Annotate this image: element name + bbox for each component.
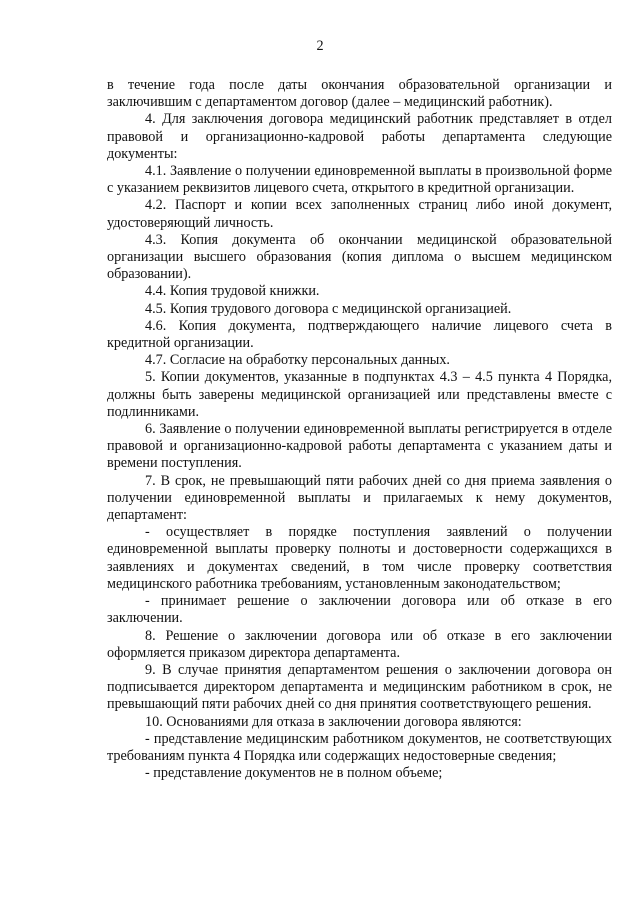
paragraph-item-5: 5. Копии документов, указанные в подпунктах 4.3 – 4.5 пункта 4 Порядка, должны быть заверены медицинской организацией или представлены вместе с подлинниками. — [107, 369, 612, 420]
paragraph-item-8: 8. Решение о заключении договора или об отказе в его заключении оформляется приказом директора департамента. — [107, 627, 612, 661]
paragraph-item-4-5: 4.5. Копия трудового договора с медицинской организацией. — [145, 300, 512, 317]
paragraph-item-6: 6. Заявление о получении единовременной выплаты регистрируется в отделе правовой и организационно-кадровой работы департамента с указанием даты и времени поступления. — [107, 421, 612, 472]
paragraph-item-9: 9. В случае принятия департаментом решения о заключении договора он подписывается директором департамента и медицинским работником в срок, не превышающий пяти рабочих дней со дня принятия соответствующего решения. — [107, 661, 612, 713]
paragraph-item-4: 4. Для заключения договора медицинский работник представляет в отдел правовой и организационно-кадровой работы департамента следующие документы: — [107, 111, 612, 162]
paragraph-item-10-bullet-1: - представление медицинским работником документов, не соответствующих требованиям пункта 4 Порядка или содержащих недостоверные сведения; — [107, 730, 612, 764]
page-number: 2 — [316, 38, 324, 54]
paragraph-item-4-7: 4.7. Согласие на обработку персональных данных. — [145, 352, 450, 369]
paragraph-item-4-6: 4.6. Копия документа, подтверждающего наличие лицевого счета в кредитной организации. — [107, 317, 612, 352]
paragraph-item-7-bullet-2: - принимает решение о заключении договора или об отказе в его заключении. — [107, 593, 612, 627]
paragraph-item-4-2: 4.2. Паспорт и копии всех заполненных страниц либо иной документ, удостоверяющий личность. — [107, 197, 612, 231]
paragraph-item-7: 7. В срок, не превышающий пяти рабочих дней со дня приема заявления о получении единовременной выплаты и прилагаемых к нему документов, департамент: — [107, 472, 612, 524]
paragraph-item-4-4: 4.4. Копия трудовой книжки. — [145, 283, 320, 300]
paragraph-continuation: в течение года после даты окончания образовательной организации и заключившим с департаментом договор (далее – медицинский работник). — [107, 77, 612, 111]
paragraph-item-4-3: 4.3. Копия документа об окончании медицинской образовательной организации высшего образования (копия диплома о высшем медицинском образовании). — [107, 231, 612, 283]
paragraph-item-10: 10. Основаниями для отказа в заключении договора являются: — [145, 713, 522, 730]
paragraph-item-10-bullet-2: - представление документов не в полном объеме; — [145, 765, 443, 782]
paragraph-item-4-1: 4.1. Заявление о получении единовременной выплаты в произвольной форме с указанием реквизитов лицевого счета, открытого в кредитной организации. — [107, 163, 612, 197]
document-body — [107, 77, 612, 782]
paragraph-item-7-bullet-1: - осуществляет в порядке поступления заявлений о получении единовременной выплаты проверку полноты и достоверности содержащихся в заявлениях и документах сведений, в том числе проверку соответствия медицинского работника требованиям, установленным законодательством; — [107, 524, 612, 592]
